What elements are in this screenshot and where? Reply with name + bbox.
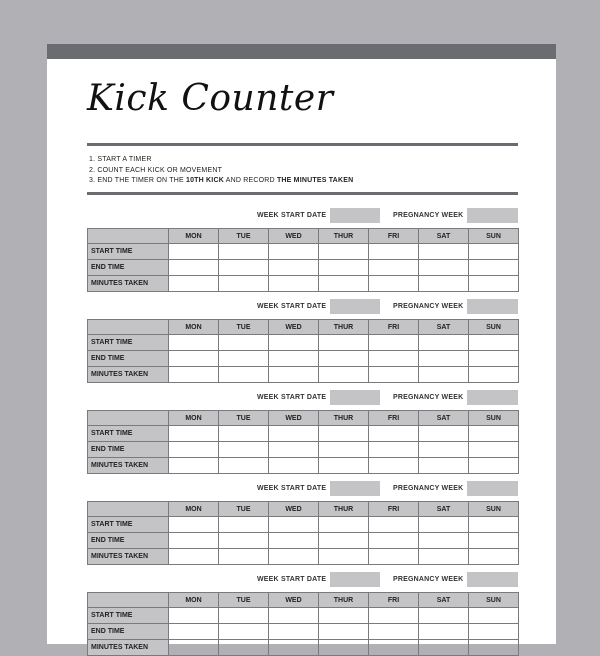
pregnancy-week-field[interactable]	[467, 481, 518, 496]
week-start-date-label: WEEK START DATE	[257, 485, 327, 492]
pregnancy-week-field[interactable]	[467, 572, 518, 587]
table-row	[88, 276, 519, 292]
week-meta-row	[87, 299, 518, 315]
entry-cell[interactable]	[169, 260, 219, 276]
entry-cell[interactable]	[419, 367, 469, 383]
day-header-fri: FRI	[369, 411, 419, 426]
entry-cell[interactable]	[169, 351, 219, 367]
pregnancy-week-field[interactable]	[467, 208, 518, 223]
table-header-row	[88, 593, 519, 608]
entry-cell[interactable]	[369, 533, 419, 549]
table-row	[88, 442, 519, 458]
entry-cell[interactable]	[319, 640, 369, 656]
table-row	[88, 426, 519, 442]
entry-cell[interactable]	[269, 442, 319, 458]
instruction-emphasis: 10TH KICK	[185, 177, 224, 185]
row-label: MINUTES TAKEN	[88, 458, 169, 474]
entry-cell[interactable]	[369, 624, 419, 640]
week-start-date-label: WEEK START DATE	[257, 212, 327, 219]
day-header-tue: TUE	[219, 229, 269, 244]
row-label: MINUTES TAKEN	[88, 640, 169, 656]
entry-cell[interactable]	[219, 351, 269, 367]
week-block	[87, 390, 518, 469]
entry-cell[interactable]	[169, 244, 219, 260]
entry-cell[interactable]	[169, 608, 219, 624]
entry-cell[interactable]	[269, 351, 319, 367]
entry-cell[interactable]	[219, 458, 269, 474]
pregnancy-week-field[interactable]	[467, 390, 518, 405]
entry-cell[interactable]	[369, 351, 419, 367]
entry-cell[interactable]	[219, 640, 269, 656]
table-row	[88, 351, 519, 367]
entry-cell[interactable]	[269, 458, 319, 474]
entry-cell[interactable]	[319, 426, 369, 442]
row-label: START TIME	[88, 335, 169, 351]
instruction-text: AND RECORD	[223, 177, 277, 185]
entry-cell[interactable]	[469, 442, 519, 458]
entry-cell[interactable]	[169, 335, 219, 351]
day-header-wed: WED	[269, 593, 319, 608]
day-header-fri: FRI	[369, 229, 419, 244]
header-corner-cell	[88, 502, 169, 517]
entry-cell[interactable]	[369, 640, 419, 656]
table-row	[88, 549, 519, 565]
day-header-sat: SAT	[419, 229, 469, 244]
entry-cell[interactable]	[419, 244, 469, 260]
entry-cell[interactable]	[269, 608, 319, 624]
pregnancy-week-label: PREGNANCY WEEK	[393, 212, 464, 219]
day-header-mon: MON	[169, 320, 219, 335]
entry-cell[interactable]	[419, 276, 469, 292]
week-start-date-field[interactable]	[330, 390, 380, 405]
entry-cell[interactable]	[469, 367, 519, 383]
entry-cell[interactable]	[169, 533, 219, 549]
entry-cell[interactable]	[269, 426, 319, 442]
entry-cell[interactable]	[419, 608, 469, 624]
day-header-sun: SUN	[469, 593, 519, 608]
day-header-tue: TUE	[219, 320, 269, 335]
day-header-sat: SAT	[419, 320, 469, 335]
entry-cell[interactable]	[369, 367, 419, 383]
entry-cell[interactable]	[219, 276, 269, 292]
week-start-date-field[interactable]	[330, 572, 380, 587]
entry-cell[interactable]	[319, 624, 369, 640]
entry-cell[interactable]	[219, 533, 269, 549]
week-start-date-field[interactable]	[330, 481, 380, 496]
entry-cell[interactable]	[419, 533, 469, 549]
entry-cell[interactable]	[169, 458, 219, 474]
week-block	[87, 572, 518, 651]
entry-cell[interactable]	[219, 517, 269, 533]
row-label: MINUTES TAKEN	[88, 549, 169, 565]
entry-cell[interactable]	[169, 442, 219, 458]
entry-cell[interactable]	[469, 549, 519, 565]
entry-cell[interactable]	[469, 426, 519, 442]
pregnancy-week-field[interactable]	[467, 299, 518, 314]
entry-cell[interactable]	[419, 517, 469, 533]
instruction-line	[89, 166, 353, 177]
kick-log-table	[87, 592, 519, 656]
entry-cell[interactable]	[319, 351, 369, 367]
entry-cell[interactable]	[469, 458, 519, 474]
kick-log-table	[87, 319, 519, 383]
entry-cell[interactable]	[269, 335, 319, 351]
entry-cell[interactable]	[469, 276, 519, 292]
entry-cell[interactable]	[219, 335, 269, 351]
week-meta-row	[87, 208, 518, 224]
day-header-sun: SUN	[469, 320, 519, 335]
entry-cell[interactable]	[269, 549, 319, 565]
entry-cell[interactable]	[169, 517, 219, 533]
entry-cell[interactable]	[219, 442, 269, 458]
entry-cell[interactable]	[419, 442, 469, 458]
week-block	[87, 481, 518, 560]
entry-cell[interactable]	[219, 426, 269, 442]
instructions-divider	[87, 192, 518, 195]
day-header-thur: THUR	[319, 411, 369, 426]
header-corner-cell	[88, 593, 169, 608]
entry-cell[interactable]	[369, 426, 419, 442]
entry-cell[interactable]	[219, 244, 269, 260]
instructions	[89, 155, 353, 187]
entry-cell[interactable]	[469, 351, 519, 367]
table-header-row	[88, 502, 519, 517]
day-header-sat: SAT	[419, 502, 469, 517]
kick-log-table	[87, 228, 519, 292]
table-row	[88, 624, 519, 640]
entry-cell[interactable]	[369, 517, 419, 533]
entry-cell[interactable]	[419, 351, 469, 367]
kick-log-table	[87, 410, 519, 474]
row-label: END TIME	[88, 624, 169, 640]
entry-cell[interactable]	[419, 260, 469, 276]
entry-cell[interactable]	[219, 624, 269, 640]
table-row	[88, 244, 519, 260]
entry-cell[interactable]	[469, 640, 519, 656]
week-block	[87, 299, 518, 378]
table-row	[88, 533, 519, 549]
entry-cell[interactable]	[369, 260, 419, 276]
entry-cell[interactable]	[369, 458, 419, 474]
day-header-mon: MON	[169, 229, 219, 244]
day-header-fri: FRI	[369, 320, 419, 335]
day-header-mon: MON	[169, 593, 219, 608]
entry-cell[interactable]	[269, 533, 319, 549]
day-header-wed: WED	[269, 320, 319, 335]
week-meta-row	[87, 390, 518, 406]
entry-cell[interactable]	[169, 640, 219, 656]
table-row	[88, 260, 519, 276]
week-meta-row	[87, 481, 518, 497]
table-row	[88, 517, 519, 533]
week-start-date-field[interactable]	[330, 299, 380, 314]
day-header-tue: TUE	[219, 502, 269, 517]
entry-cell[interactable]	[419, 426, 469, 442]
day-header-mon: MON	[169, 502, 219, 517]
day-header-wed: WED	[269, 411, 319, 426]
row-label: START TIME	[88, 426, 169, 442]
header-corner-cell	[88, 320, 169, 335]
entry-cell[interactable]	[219, 549, 269, 565]
entry-cell[interactable]	[469, 260, 519, 276]
day-header-wed: WED	[269, 502, 319, 517]
row-label: END TIME	[88, 351, 169, 367]
week-meta-row	[87, 572, 518, 588]
entry-cell[interactable]	[369, 608, 419, 624]
entry-cell[interactable]	[269, 367, 319, 383]
table-header-row	[88, 320, 519, 335]
entry-cell[interactable]	[169, 367, 219, 383]
day-header-thur: THUR	[319, 229, 369, 244]
entry-cell[interactable]	[319, 335, 369, 351]
entry-cell[interactable]	[319, 276, 369, 292]
page-title: Kick Counter	[87, 78, 334, 119]
entry-cell[interactable]	[469, 608, 519, 624]
instruction-line	[89, 155, 353, 166]
entry-cell[interactable]	[169, 549, 219, 565]
entry-cell[interactable]	[369, 244, 419, 260]
day-header-wed: WED	[269, 229, 319, 244]
day-header-mon: MON	[169, 411, 219, 426]
row-label: END TIME	[88, 442, 169, 458]
entry-cell[interactable]	[169, 276, 219, 292]
title-divider	[87, 143, 518, 146]
instruction-text: 2. COUNT EACH KICK OR MOVEMENT	[89, 166, 223, 174]
pregnancy-week-label: PREGNANCY WEEK	[393, 303, 464, 310]
entry-cell[interactable]	[319, 367, 369, 383]
entry-cell[interactable]	[419, 624, 469, 640]
entry-cell[interactable]	[269, 244, 319, 260]
entry-cell[interactable]	[319, 517, 369, 533]
kick-log-table	[87, 501, 519, 565]
entry-cell[interactable]	[269, 640, 319, 656]
day-header-tue: TUE	[219, 411, 269, 426]
instruction-text: 3. END THE TIMER ON THE	[89, 177, 186, 185]
entry-cell[interactable]	[269, 260, 319, 276]
week-start-date-label: WEEK START DATE	[257, 303, 327, 310]
row-label: START TIME	[88, 517, 169, 533]
week-block	[87, 208, 518, 287]
entry-cell[interactable]	[319, 458, 369, 474]
entry-cell[interactable]	[319, 549, 369, 565]
entry-cell[interactable]	[219, 260, 269, 276]
top-accent-bar	[47, 44, 556, 59]
entry-cell[interactable]	[369, 276, 419, 292]
entry-cell[interactable]	[219, 367, 269, 383]
entry-cell[interactable]	[369, 549, 419, 565]
entry-cell[interactable]	[269, 624, 319, 640]
entry-cell[interactable]	[319, 260, 369, 276]
table-row	[88, 367, 519, 383]
entry-cell[interactable]	[419, 549, 469, 565]
entry-cell[interactable]	[419, 458, 469, 474]
table-row	[88, 608, 519, 624]
day-header-thur: THUR	[319, 502, 369, 517]
week-start-date-label: WEEK START DATE	[257, 394, 327, 401]
entry-cell[interactable]	[369, 442, 419, 458]
day-header-tue: TUE	[219, 593, 269, 608]
table-header-row	[88, 229, 519, 244]
entry-cell[interactable]	[419, 640, 469, 656]
row-label: START TIME	[88, 608, 169, 624]
week-start-date-label: WEEK START DATE	[257, 576, 327, 583]
entry-cell[interactable]	[319, 533, 369, 549]
entry-cell[interactable]	[469, 624, 519, 640]
entry-cell[interactable]	[319, 608, 369, 624]
instruction-emphasis: THE MINUTES TAKEN	[276, 177, 354, 185]
table-row	[88, 335, 519, 351]
pregnancy-week-label: PREGNANCY WEEK	[393, 394, 464, 401]
instruction-text: 1. START A TIMER	[89, 156, 152, 163]
header-corner-cell	[88, 411, 169, 426]
table-header-row	[88, 411, 519, 426]
day-header-fri: FRI	[369, 593, 419, 608]
entry-cell[interactable]	[469, 335, 519, 351]
kick-counter-sheet	[47, 44, 556, 651]
row-label: END TIME	[88, 533, 169, 549]
day-header-thur: THUR	[319, 593, 369, 608]
day-header-sat: SAT	[419, 411, 469, 426]
day-header-sat: SAT	[419, 593, 469, 608]
day-header-fri: FRI	[369, 502, 419, 517]
row-label: MINUTES TAKEN	[88, 276, 169, 292]
entry-cell[interactable]	[419, 335, 469, 351]
header-corner-cell	[88, 229, 169, 244]
entry-cell[interactable]	[319, 244, 369, 260]
entry-cell[interactable]	[319, 442, 369, 458]
entry-cell[interactable]	[469, 517, 519, 533]
entry-cell[interactable]	[269, 517, 319, 533]
day-header-thur: THUR	[319, 320, 369, 335]
pregnancy-week-label: PREGNANCY WEEK	[393, 485, 464, 492]
entry-cell[interactable]	[169, 426, 219, 442]
row-label: MINUTES TAKEN	[88, 367, 169, 383]
day-header-sun: SUN	[469, 411, 519, 426]
row-label: END TIME	[88, 260, 169, 276]
entry-cell[interactable]	[469, 533, 519, 549]
instruction-line	[89, 176, 353, 187]
table-row	[88, 640, 519, 656]
entry-cell[interactable]	[219, 608, 269, 624]
week-start-date-field[interactable]	[330, 208, 380, 223]
entry-cell[interactable]	[169, 624, 219, 640]
entry-cell[interactable]	[269, 276, 319, 292]
day-header-sun: SUN	[469, 502, 519, 517]
entry-cell[interactable]	[469, 244, 519, 260]
entry-cell[interactable]	[369, 335, 419, 351]
table-row	[88, 458, 519, 474]
row-label: START TIME	[88, 244, 169, 260]
day-header-sun: SUN	[469, 229, 519, 244]
pregnancy-week-label: PREGNANCY WEEK	[393, 576, 464, 583]
